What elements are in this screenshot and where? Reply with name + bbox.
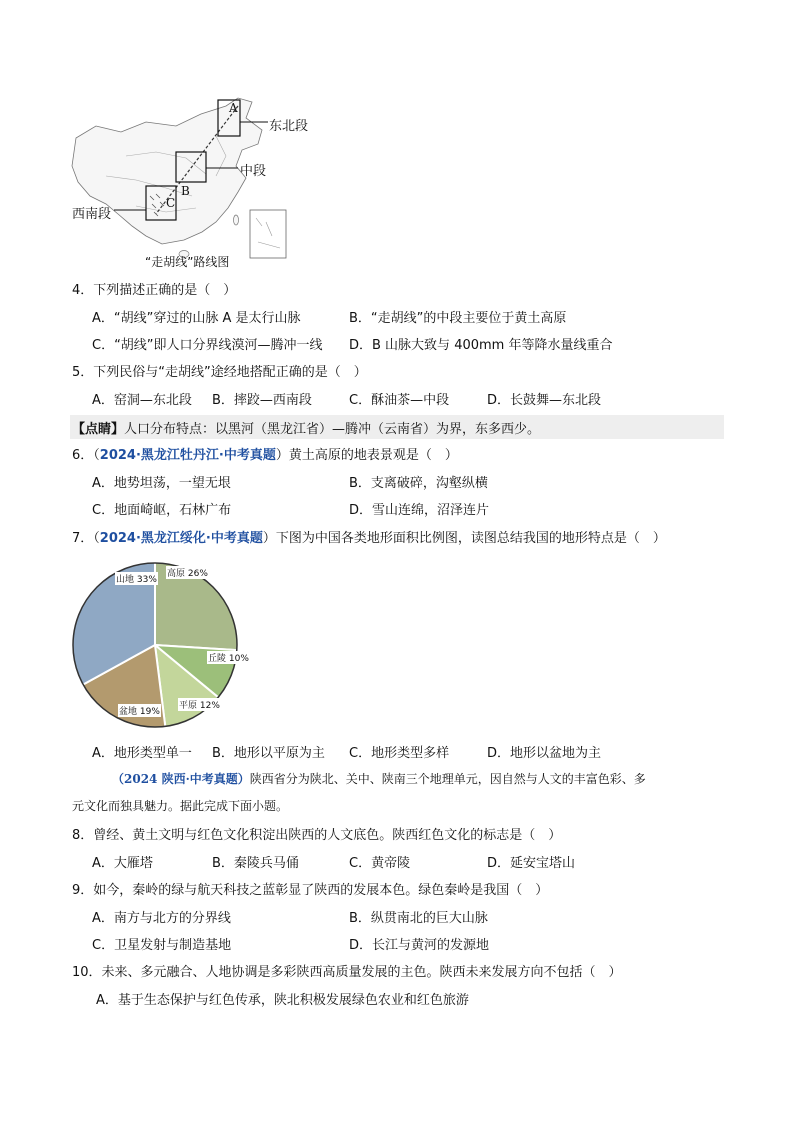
- q6-stem: [72, 444, 458, 463]
- q5-option-a: A．窑洞—东北段: [92, 393, 192, 408]
- q7-stem: [72, 527, 666, 546]
- q8-option-d: D．延安宝塔山: [487, 856, 576, 871]
- q7-rest: ）下图为中国各类地形面积比例图，读图总结我国的地形特点是（ ）: [262, 531, 666, 546]
- map-label-b: B: [181, 184, 190, 198]
- q6-option-d: D．雪山连绵，沼泽连片: [349, 503, 490, 518]
- intro-source: （2024 陕西·中考真题）: [112, 772, 250, 786]
- q7-number: 7．（: [72, 531, 100, 546]
- q5-option-b: B．摔跤—西南段: [212, 393, 312, 408]
- q4-option-b: B．“走胡线”的中段主要位于黄土高原: [349, 311, 567, 326]
- q7-option-b: B．地形以平原为主: [212, 746, 325, 761]
- intro-text-1: 陕西省分为陕北、关中、陕南三个地理单元，因自然与人文的丰富色彩、多: [249, 772, 646, 786]
- q7-option-d: D．地形以盆地为主: [487, 746, 602, 761]
- q4-option-c: C．“胡线”即人口分界线漠河—腾冲一线: [92, 338, 323, 353]
- pie-label-mountain: 山地 33%: [115, 572, 158, 585]
- q5-option-c: C．酥油茶—中段: [349, 393, 450, 408]
- q8-stem: 8．曾经、黄土文明与红色文化积淀出陕西的人文底色。陕西红色文化的标志是（ ）: [72, 828, 562, 843]
- q6-option-b: B．支离破碎，沟壑纵横: [349, 476, 488, 491]
- q7-option-a: A．地形类型单一: [92, 746, 192, 761]
- q4-option-a: A．“胡线”穿过的山脉 A 是太行山脉: [92, 311, 301, 326]
- map-label-southwest: 西南段: [72, 207, 112, 222]
- q7-source: 2024·黑龙江绥化·中考真题: [99, 531, 263, 546]
- q5-stem: 5．下列民俗与“走胡线”途经地搭配正确的是（ ）: [72, 365, 367, 380]
- q9-stem: 9．如今，秦岭的绿与航天科技之蓝彰显了陕西的发展本色。绿色秦岭是我国（ ）: [72, 883, 549, 898]
- q6-option-a: A．地势坦荡，一望无垠: [92, 476, 231, 491]
- intro-line-2: 元文化而独具魅力。据此完成下面小题。: [72, 799, 289, 813]
- q4-option-d: D．B 山脉大致与 400mm 年等降水量线重合: [349, 338, 613, 353]
- q10-stem: 10．未来、多元融合、人地协调是多彩陕西高质量发展的主色。陕西未来发展方向不包括（ ）: [72, 965, 622, 980]
- q9-option-c: C．卫星发射与制造基地: [92, 938, 232, 953]
- tip-line: [72, 418, 540, 437]
- q8-option-b: B．秦陵兵马俑: [212, 856, 299, 871]
- south-sea-inset: [250, 210, 286, 258]
- intro-line-1: [112, 770, 646, 787]
- taiwan-island: [234, 215, 239, 225]
- q4-stem: 4．下列描述正确的是（ ）: [72, 283, 237, 298]
- map-label-a: A: [229, 101, 238, 115]
- pie-label-plateau: 高原 26%: [166, 566, 209, 579]
- q6-option-c: C．地面崎岖，石林广布: [92, 503, 232, 518]
- map-caption: “走胡线”路线图: [145, 255, 230, 269]
- q6-number: 6．（: [72, 448, 100, 463]
- q6-rest: ）黄土高原的地表景观是（ ）: [275, 448, 458, 463]
- pie-label-basin: 盆地 19%: [118, 704, 161, 717]
- q9-option-d: D．长江与黄河的发源地: [349, 938, 490, 953]
- q9-option-a: A．南方与北方的分界线: [92, 911, 231, 926]
- pie-label-hills: 丘陵 10%: [207, 651, 250, 664]
- tip-tag: 【点睛】: [72, 422, 125, 437]
- map-label-middle: 中段: [240, 164, 267, 179]
- map-label-northeast: 东北段: [269, 119, 309, 134]
- q6-source: 2024·黑龙江牡丹江·中考真题: [99, 448, 276, 463]
- tip-text: 人口分布特点：以黑河（黑龙江省）—腾冲（云南省）为界，东多西少。: [124, 422, 541, 437]
- pie-label-plain: 平原 12%: [178, 698, 221, 711]
- q7-option-c: C．地形类型多样: [349, 746, 450, 761]
- q10-option-a: A．基于生态保护与红色传承，陕北积极发展绿色农业和红色旅游: [96, 993, 469, 1008]
- q5-option-d: D．长鼓舞—东北段: [487, 393, 602, 408]
- q8-option-a: A．大雁塔: [92, 856, 153, 871]
- q9-option-b: B．纵贯南北的巨大山脉: [349, 911, 488, 926]
- q8-option-c: C．黄帝陵: [349, 856, 411, 871]
- map-label-c: C: [166, 196, 176, 210]
